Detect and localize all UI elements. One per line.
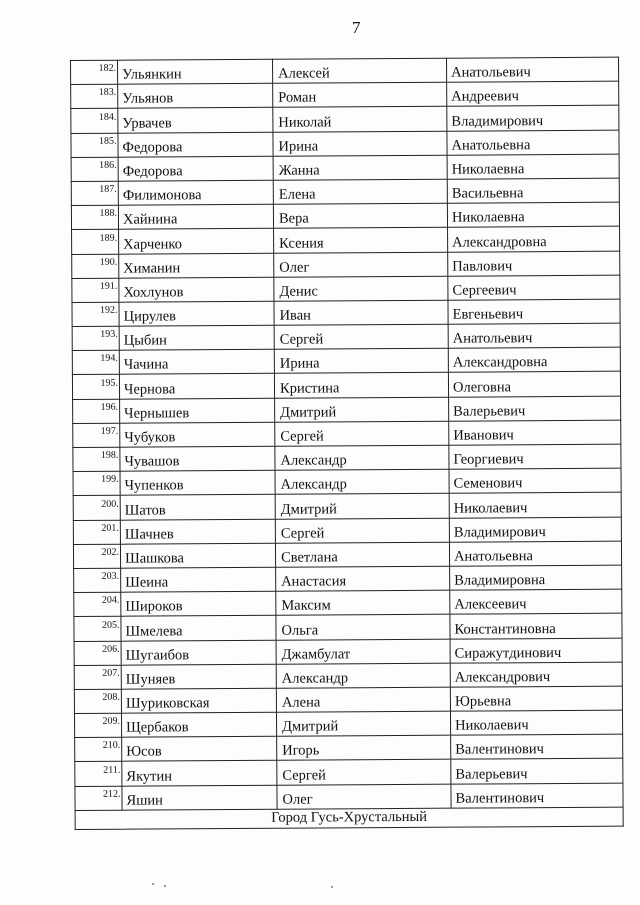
row-number: 185. — [98, 135, 117, 147]
patronymic-cell: Сиражутдинович — [450, 638, 622, 663]
row-number-cell — [74, 713, 121, 737]
first-name-cell: Сергей — [274, 324, 448, 349]
last-name-cell: Чувашов — [120, 446, 275, 471]
patronymic-cell: Владимировна — [450, 565, 622, 590]
first-name-cell: Дмитрий — [275, 397, 449, 422]
patronymic-cell: Константиновна — [450, 613, 622, 638]
patronymic-cell: Николаевич — [450, 710, 622, 735]
table-row — [71, 57, 619, 85]
first-name-cell: Ксения — [274, 228, 448, 253]
row-number-cell — [72, 350, 119, 374]
row-number-cell — [75, 762, 122, 786]
row-number-cell — [73, 423, 120, 447]
table-row — [74, 662, 622, 690]
row-number: 189. — [99, 232, 118, 244]
first-name-cell: Александр — [276, 663, 450, 688]
patronymic-cell: Анатольевна — [449, 541, 621, 566]
last-name-cell: Федорова — [118, 156, 273, 181]
last-name-cell: Шатов — [120, 495, 275, 520]
row-number: 195. — [100, 377, 119, 389]
row-number-cell — [73, 471, 120, 495]
row-number: 190. — [99, 256, 118, 268]
row-number-cell — [71, 84, 118, 108]
last-name-cell: Чупенков — [120, 470, 275, 495]
row-number-cell — [71, 133, 118, 157]
row-number: 197. — [100, 425, 119, 437]
row-number: 194. — [100, 353, 118, 365]
first-name-cell: Ольга — [276, 615, 450, 640]
patronymic-cell: Васильевна — [447, 178, 619, 203]
row-number: 208. — [102, 691, 120, 703]
first-name-cell: Анастасия — [276, 566, 450, 591]
last-name-cell: Шачнев — [120, 519, 275, 544]
row-number: 182. — [98, 62, 117, 75]
patronymic-cell: Анатольевна — [447, 130, 619, 155]
patronymic-cell: Юрьевна — [450, 686, 622, 711]
table-row — [73, 517, 621, 545]
patronymic-cell: Семенович — [449, 468, 621, 493]
table-row — [72, 251, 620, 279]
last-name-cell: Урвачев — [118, 108, 273, 133]
table-row — [72, 275, 620, 303]
last-name-cell: Ульянкин — [118, 59, 273, 84]
row-number-cell — [73, 447, 120, 471]
row-number-cell — [73, 496, 120, 520]
row-number: 209. — [102, 715, 121, 728]
row-number: 206. — [102, 643, 120, 655]
row-number: 202. — [101, 546, 120, 558]
scan-speck — [164, 885, 166, 887]
patronymic-cell: Анатольевич — [448, 323, 620, 348]
patronymic-cell: Валерьевич — [449, 396, 621, 421]
table-row — [71, 154, 619, 182]
row-number: 210. — [102, 740, 121, 752]
row-number-cell — [73, 520, 120, 544]
first-name-cell: Ирина — [274, 348, 448, 373]
patronymic-cell: Анатольевич — [446, 57, 618, 82]
row-number: 201. — [101, 522, 119, 534]
first-name-cell: Дмитрий — [275, 494, 449, 519]
row-number: 199. — [101, 474, 119, 486]
last-name-cell: Филимонова — [118, 180, 273, 205]
patronymic-cell: Николаевна — [447, 202, 619, 227]
row-number-cell — [72, 326, 119, 350]
row-number: 192. — [99, 304, 118, 316]
row-number: 183. — [98, 87, 117, 99]
table-row — [74, 638, 622, 666]
last-name-cell: Харченко — [119, 229, 274, 254]
patronymic-cell: Александрович — [450, 662, 622, 687]
first-name-cell: Роман — [273, 82, 447, 107]
last-name-cell: Юсов — [122, 737, 277, 762]
table-row — [74, 686, 622, 714]
row-number-cell — [74, 617, 121, 641]
last-name-cell: Цыбин — [119, 325, 274, 350]
first-name-cell: Олег — [277, 784, 451, 809]
patronymic-cell: Валентинович — [451, 783, 623, 808]
table-row — [74, 565, 622, 593]
first-name-cell: Иван — [274, 300, 448, 325]
last-name-cell: Чубуков — [120, 422, 275, 447]
row-number-cell — [71, 181, 118, 205]
row-number: 193. — [100, 328, 118, 341]
row-number-cell — [75, 786, 122, 810]
table-row — [71, 130, 619, 158]
last-name-cell: Щербаков — [121, 712, 276, 737]
row-number: 191. — [99, 280, 118, 292]
row-number-cell — [71, 205, 118, 229]
last-name-cell: Ульянов — [118, 83, 273, 108]
table-row — [72, 299, 620, 327]
first-name-cell: Кристина — [274, 373, 448, 398]
table-row — [71, 81, 619, 109]
table-row — [71, 106, 619, 134]
patronymic-cell: Валентинович — [451, 734, 623, 759]
row-number-cell — [74, 641, 121, 665]
first-name-cell: Денис — [274, 276, 448, 301]
last-name-cell: Шуняев — [121, 664, 276, 689]
row-number-cell — [71, 109, 118, 133]
city-footer-row — [75, 807, 623, 829]
first-name-cell: Александр — [275, 445, 449, 470]
patronymic-cell: Александровна — [448, 347, 620, 372]
row-number: 205. — [101, 619, 120, 631]
table-row — [75, 734, 623, 762]
table-row — [75, 783, 623, 811]
patronymic-cell: Андреевич — [447, 81, 619, 106]
first-name-cell: Дмитрий — [276, 711, 450, 736]
table-row — [73, 396, 621, 424]
patronymic-cell: Евгеньевич — [448, 299, 620, 324]
table-row — [73, 493, 621, 521]
row-number-cell — [75, 737, 122, 761]
first-name-cell: Елена — [273, 179, 447, 204]
roster-body — [71, 57, 624, 829]
row-number: 207. — [102, 667, 120, 679]
last-name-cell: Цирулев — [119, 301, 274, 326]
first-name-cell: Максим — [276, 590, 450, 615]
row-number: 204. — [101, 595, 120, 607]
scan-speck — [152, 883, 154, 885]
row-number: 212. — [102, 788, 121, 800]
last-name-cell: Чернова — [119, 374, 274, 399]
city-footer: Город Гусь-Хрустальный — [75, 807, 623, 829]
last-name-cell: Широков — [121, 591, 276, 616]
table-row — [72, 372, 620, 400]
row-number-cell — [74, 568, 121, 592]
row-number-cell — [72, 302, 119, 326]
first-name-cell: Сергей — [277, 760, 451, 785]
page-number: 7 — [352, 18, 361, 37]
row-number: 188. — [99, 208, 117, 220]
last-name-cell: Яшин — [122, 785, 277, 810]
last-name-cell: Химанин — [119, 253, 274, 278]
row-number-cell — [71, 60, 118, 84]
patronymic-cell: Георгиевич — [449, 444, 621, 469]
patronymic-cell: Олеговна — [448, 372, 620, 397]
patronymic-cell: Алексеевич — [450, 589, 622, 614]
row-number: 198. — [100, 449, 119, 462]
first-name-cell: Вера — [273, 203, 447, 228]
patronymic-cell: Николаевич — [449, 493, 621, 518]
last-name-cell: Чернышев — [120, 398, 275, 423]
last-name-cell: Хайнина — [118, 204, 273, 229]
first-name-cell: Сергей — [275, 518, 449, 543]
patronymic-cell: Владимирович — [447, 106, 619, 131]
last-name-cell: Чачина — [119, 350, 274, 375]
first-name-cell: Николай — [273, 107, 447, 132]
row-number-cell — [74, 689, 121, 713]
table-row — [74, 613, 622, 641]
table-row — [74, 589, 622, 617]
patronymic-cell: Иванович — [449, 420, 621, 445]
last-name-cell: Шугаибов — [121, 640, 276, 665]
patronymic-cell: Николаевна — [447, 154, 619, 179]
first-name-cell: Ирина — [273, 131, 447, 156]
row-number: 184. — [98, 111, 117, 123]
last-name-cell: Шуриковская — [121, 688, 276, 713]
row-number: 200. — [101, 498, 119, 510]
last-name-cell: Шеина — [121, 567, 276, 592]
table-row — [73, 444, 621, 472]
table-row — [72, 226, 620, 254]
patronymic-cell: Валерьевич — [451, 759, 623, 784]
roster-table — [70, 57, 624, 830]
patronymic-cell: Владимирович — [449, 517, 621, 542]
table-row — [73, 541, 621, 569]
patronymic-cell: Александровна — [448, 226, 620, 251]
row-number-cell — [74, 665, 121, 689]
row-number-cell — [72, 278, 119, 302]
first-name-cell: Джамбулат — [276, 639, 450, 664]
patronymic-cell: Сергеевич — [448, 275, 620, 300]
last-name-cell: Шашкова — [120, 543, 275, 568]
table-row — [72, 347, 620, 375]
table-row — [72, 323, 620, 351]
first-name-cell: Жанна — [273, 155, 447, 180]
first-name-cell: Сергей — [275, 421, 449, 446]
row-number-cell — [72, 254, 119, 278]
patronymic-cell: Павлович — [448, 251, 620, 276]
row-number-cell — [73, 399, 120, 423]
first-name-cell: Олег — [274, 252, 448, 277]
row-number-cell — [72, 230, 119, 254]
first-name-cell: Александр — [275, 469, 449, 494]
table-row — [71, 202, 619, 230]
table-row — [74, 710, 622, 738]
table-row — [75, 759, 623, 787]
last-name-cell: Шмелева — [121, 616, 276, 641]
first-name-cell: Игорь — [277, 735, 451, 760]
row-number: 203. — [101, 570, 120, 582]
first-name-cell: Алена — [276, 687, 450, 712]
table-row — [71, 178, 619, 206]
last-name-cell: Хохлунов — [119, 277, 274, 302]
row-number: 196. — [100, 401, 119, 413]
row-number: 186. — [99, 159, 117, 171]
last-name-cell: Федорова — [118, 132, 273, 157]
table-row — [73, 420, 621, 448]
first-name-cell: Алексей — [272, 58, 446, 83]
row-number: 211. — [103, 764, 121, 776]
table-row — [73, 468, 621, 496]
row-number-cell — [71, 157, 118, 181]
first-name-cell: Светлана — [275, 542, 449, 567]
row-number-cell — [72, 375, 119, 399]
last-name-cell: Якутин — [122, 761, 277, 786]
row-number-cell — [74, 592, 121, 616]
row-number-cell — [73, 544, 120, 568]
row-number: 187. — [99, 183, 117, 195]
scan-speck — [331, 886, 333, 888]
